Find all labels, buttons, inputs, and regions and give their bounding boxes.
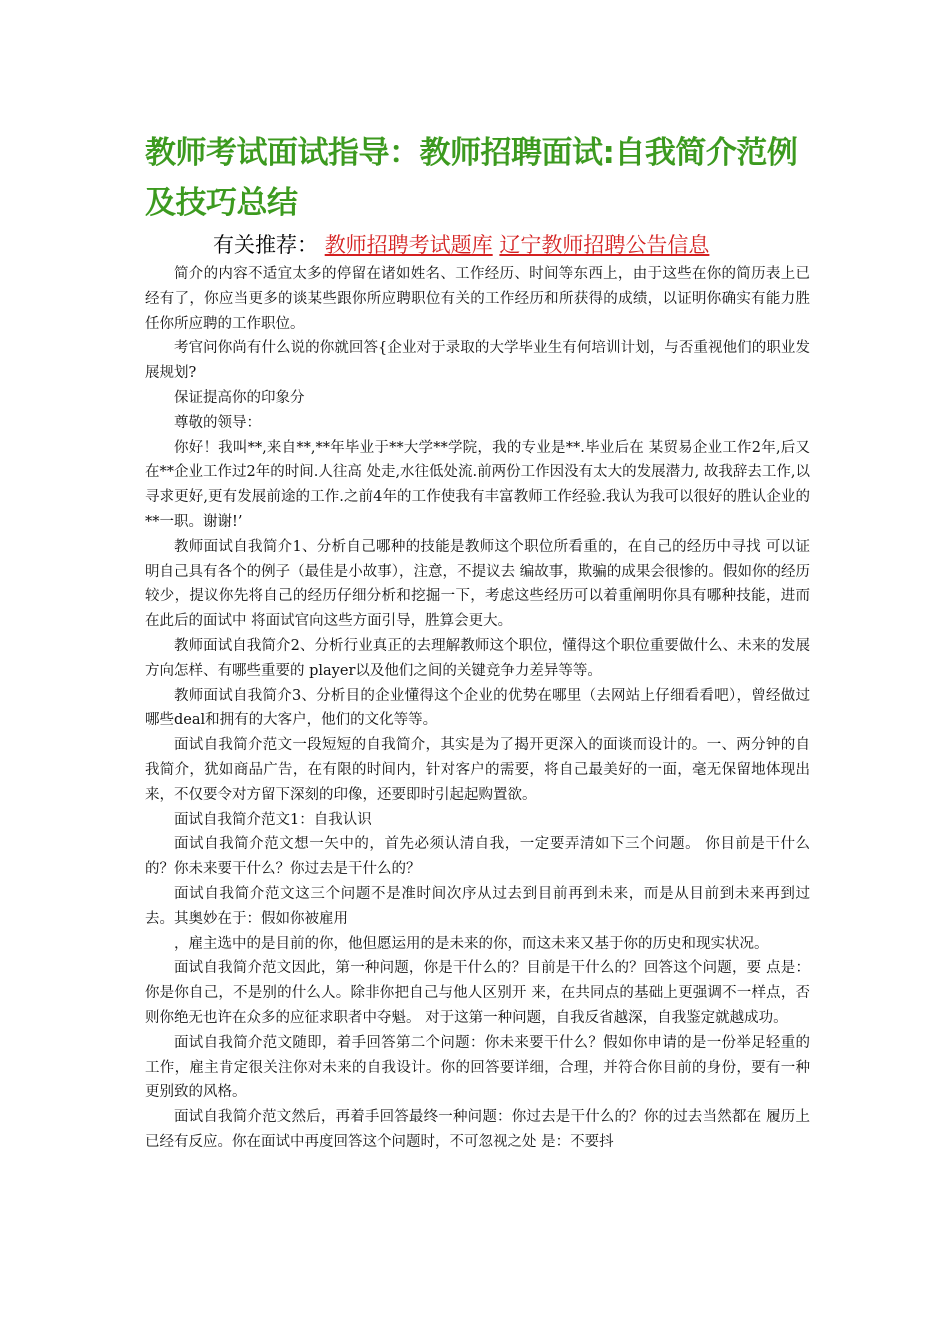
article-body	[145, 262, 810, 1155]
paragraph: 面试自我简介范文然后，再着手回答最终一种问题：你过去是干什么的？你的过去当然都在 履历上已经有反应。你在面试中再度回答这个问题时，不可忽视之处 是：不要抖	[145, 1109, 810, 1150]
paragraph: 面试自我简介范文因此，第一种问题，你是干什么的？目前是干什么的？回答这个问题，要 点是：你是你自己，不是别的什么人。除非你把自己与他人区别开 来，在共同点的基础上更强调不一样点，否则你绝无也许在众多的应征求职者中夺魁。 对于这第一种问题，自我反省越深，自我鉴定就越成功。	[145, 960, 810, 1026]
paragraph: 面试自我简介范文一段短短的自我简介，其实是为了揭开更深入的面谈而设计的。一、两分钟的自我简介，犹如商品广告，在有限的时间内，针对客户的需要，将自己最美好的一面，毫无保留地体现出来，不仅要令对方留下深刻的印像，还要即时引起起购置欲。	[145, 737, 810, 803]
paragraph: 面试自我简介范文这三个问题不是准时间次序从过去到目前再到未来，而是从目前到未来再到过去。其奥妙在于：假如你被雇用	[145, 885, 810, 927]
paragraph: 考官问你尚有什么说的你就回答{企业对于录取的大学毕业生有何培训计划，与否重视他们的职业发展规划?	[145, 340, 810, 382]
recommendation-line	[213, 228, 810, 262]
paragraph: 保证提高你的印象分	[174, 389, 305, 406]
paragraph: 教师面试自我简介2、分析行业真正的去理解教师这个职位，懂得这个职位重要做什么、未来的发展方向怎样、有哪些重要的 player以及他们之间的关键竞争力差异等等。	[145, 637, 810, 679]
recommendation-label: 有关推荐：	[213, 233, 318, 257]
paragraph: 教师面试自我简介3、分析目的企业懂得这个企业的优势在哪里（去网站上仔细看看吧），曾经做过哪些deal和拥有的大客户，他们的文化等等。	[145, 687, 810, 729]
page-title: 教师考试面试指导：教师招聘面试:自我简介范例及技巧总结	[145, 135, 798, 221]
paragraph: 面试自我简介范文1：自我认识	[174, 811, 372, 828]
document-page	[145, 128, 810, 1155]
paragraph: 面试自我简介范文随即，着手回答第二个问题：你未来要干什么？假如你申请的是一份举足轻重的工作，雇主肯定很关注你对未来的自我设计。你的回答要详细，合理，并符合你目前的身份，要有一种更别致的风格。	[145, 1034, 810, 1101]
link-teacher-exam-question-bank[interactable]: 教师招聘考试题库	[324, 233, 493, 257]
paragraph: 你好！我叫**,来自**,**年毕业于**大学**学院，我的专业是**.毕业后在 某贸易企业工作2年,后又在**企业工作过2年的时间.人往高 处走,水往低处流.前两份工作因没有太大的发展潜力, 故我辞去工作,以寻求更好,更有发展前途的工作.之前4年的工作使我有丰富教师工作经验.我认为我可以很好的胜认企业的**一职。谢谢!’	[145, 439, 810, 530]
paragraph: 尊敬的领导：	[174, 414, 261, 431]
paragraph: 简介的内容不适宜太多的停留在诸如姓名、工作经历、时间等东西上，由于这些在你的简历表上已经有了，你应当更多的谈某些跟你所应聘职位有关的工作经历和所获得的成绩，以证明你确实有能力胜任你所应聘的工作职位。	[145, 266, 810, 332]
paragraph: 面试自我简介范文想一矢中的，首先必须认清自我，一定要弄清如下三个问题。 你目前是干什么的？你未来要干什么？你过去是干什么的？	[145, 836, 810, 878]
paragraph: ，雇主选中的是目前的你，他但愿运用的是未来的你，而这未来又基于你的历史和现实状况。	[174, 935, 769, 952]
link-liaoning-recruitment-notice[interactable]: 辽宁教师招聘公告信息	[499, 233, 710, 257]
paragraph: 教师面试自我简介1、分析自己哪种的技能是教师这个职位所看重的，在自己的经历中寻找 可以证明自己具有各个的例子（最佳是小故事），注意，不提议去 编故事，欺骗的成果会很惨的。假如你的经历较少，提议你先将自己的经历仔细分析和挖掘一下，考虑这些经历可以着重阐明你具有哪种技能，进而在此后的面试中 将面试官向这些方面引导，胜算会更大。	[145, 538, 810, 630]
